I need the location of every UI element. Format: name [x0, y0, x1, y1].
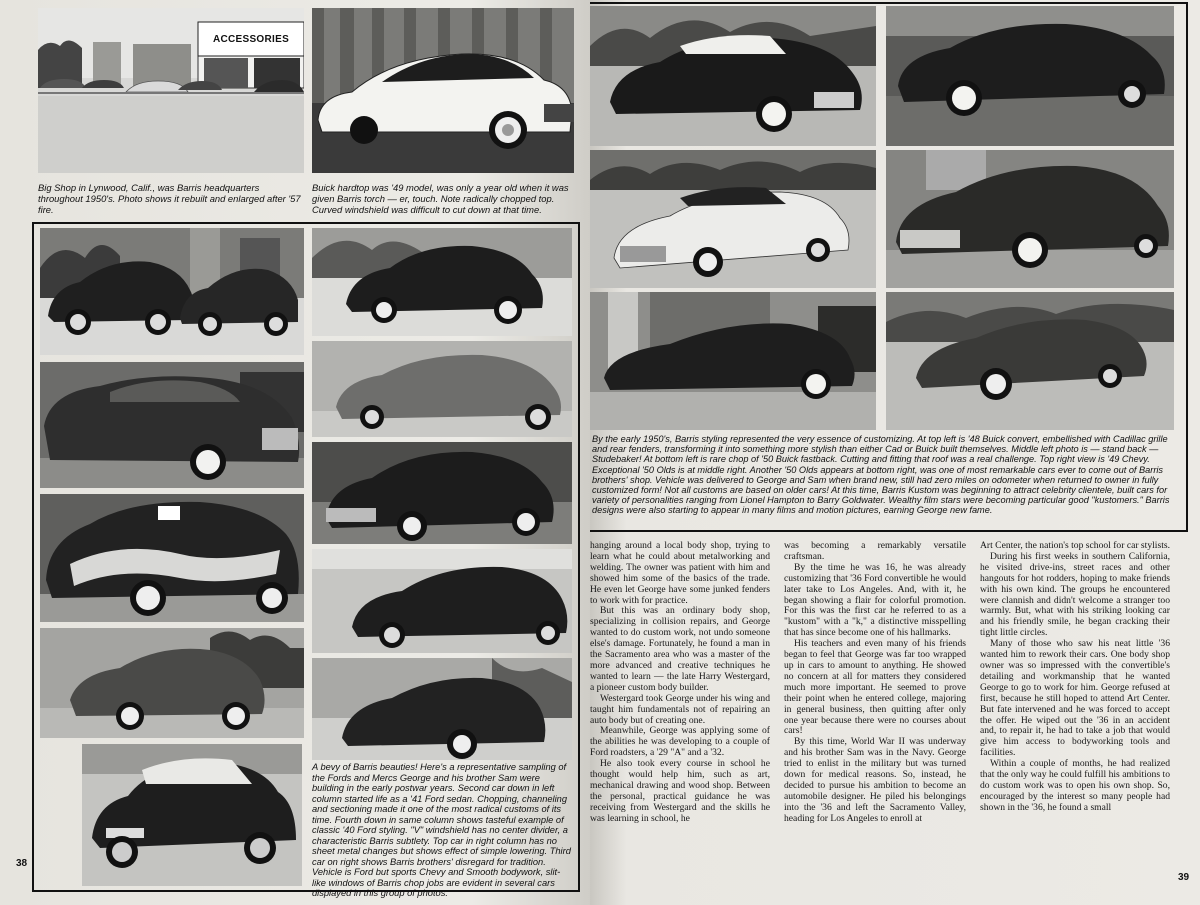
caption-buick-hardtop: Buick hardtop was '49 model, was only a year old when it was given Barris torch — er, touch. Note radically chopped top. Curved windshield was difficult to cut down at that time. [312, 182, 569, 215]
shop-sign-text: ACCESSORIES [212, 33, 290, 45]
page-number-left: 38 [16, 858, 28, 869]
paragraph: By the time he was 16, he was already customizing that '36 Ford convertible he would later take to Los Angeles. And, with it, he began showing a flair for colorful promotion. For this was the first car he referred to as a "kustom" with a "k," a distinctive misspelling that has since become one of his hallmarks. [784, 561, 966, 639]
paragraph: His teachers and even many of his friends began to feel that George was far too wrapped up in cars to amount to anything. He showed no concern at all for matters they considered much more important. He seemed to prove their point when he entered college, majoring in general business, then quitting after only one year because there were no courses about cars! [784, 638, 966, 737]
paragraph: Art Center, the nation's top school for car stylists. [980, 540, 1170, 551]
photo-ford-lowered [312, 228, 572, 336]
caption-big-shop: Big Shop in Lynwood, Calif., was Barris headquarters throughout 1950's. Photo shows it rebuilt and enlarged after '57 fire. [38, 182, 301, 215]
paragraph: By this time, World War II was underway and his brother Sam was in the Navy. George tried to enlist in the military but was turned down for medical reasons. So, instead, he decided to pursue his ambition to become an automobile designer. He piled his belongings into the '36 and left the Sacramento Valley, heading for Los Angeles to enroll at [784, 736, 966, 824]
page-number-right: 39 [1178, 872, 1190, 883]
photo-50-olds-bottom [886, 292, 1174, 430]
photo-barris-shop [38, 8, 304, 173]
photo-buick-hardtop [312, 8, 574, 173]
photo-40-ford-classic [40, 628, 304, 738]
paragraph: He also took every course in school he thought would help him, such as art, mechanical drawing and wood shop. Between the personal, practical guidance he was receiving from Westergard and the skills he was learning in school, he [590, 758, 770, 824]
photo-49-chevy [886, 6, 1174, 146]
photo-41-ford-chopped [40, 362, 304, 488]
shop-sign [198, 22, 304, 56]
paragraph: was becoming a remarkably versatile craftsman. [784, 540, 966, 562]
paragraph: hanging around a local body shop, trying to learn what he could about metalworking and welding. The owner was patient with him and showed him some of the basics of the trade. He even let George have some junked fenders to work with for practice. [590, 540, 770, 606]
body-column-2 [784, 541, 966, 825]
photo-merc-fastback [312, 658, 572, 760]
paragraph: But this was an ordinary body shop, specializing in collision repairs, and George wanted to do custom work, not undo someone else's damage. Fortunately, he found a man in the Sacramento area who was a master of the more advanced and creative techniques he wanted to learn — the late Harry Westergard, a pioneer custom body builder. [590, 605, 770, 693]
paragraph: During his first weeks in southern California, he visited drive-ins, street races and other hangouts for hot rodders, hoping to make friends with his own kind. The groups he encountered were clannish and didn't welcome a stranger too warmly. But, what with his striking looking car and his friendly smile, he began cracking their tight little circles. [980, 550, 1170, 639]
left-page [0, 0, 590, 905]
photo-merc-sedan [312, 341, 572, 437]
photo-two-fords [40, 228, 304, 355]
photo-ford-chevy-grille [312, 442, 572, 544]
photo-48-buick-convert [590, 6, 876, 146]
caption-early-1950s: By the early 1950's, Barris styling represented the very essence of customizing. At top left is '48 Buick convert, embellished with Cadillac grille and rear fenders, transforming it into something more stylish than either Cad or Buick built themselves. Middle left photo is — stand back — Studebaker! At bottom left is rare chop of '50 Buick fastback. Cutting and fitting that roof was a real challenge. Top right view is '49 Chevy. Exceptional '50 Olds is at middle right. Another '50 Olds appears at bottom right, was one of most remarkable cars ever to come out of Barris brothers' shop. Vehicle was delivered to George and Sam when brand new, still had zero miles on odometer when returned to owner in fully customized form! Not all customs are based on older cars! At this time, Barris Kustom was beginning to attract celebrity clientele, built cars for variety of personalities ranging from Lionel Hampton to Barry Goldwater. Wealthy film stars were becoming particular good "kustomers." Barris designs were also starting to appear in many films and motion pictures, earning George new fame. [592, 434, 1170, 516]
photo-50-buick-fastback [590, 292, 876, 430]
photo-50-olds-middle [886, 150, 1174, 288]
caption-bevy: A bevy of Barris beauties! Here's a representative sampling of the Fords and Mercs George and his brother Sam were building in the early postwar years. Second car down in left column started life as a '41 Ford sedan. Chopping, channeling and sectioning made it one of the most radical customs of its time. Fourth down in same column shows tasteful example of classic '40 Ford styling. "V" windshield has no center divider, a characteristic Barris subtlety. Top car in right column has no sheet metal changes but shows effect of simple lowering. Third car on right shows Barris brothers' disregard for tradition. Vehicle is Ford but sports Chevy and Smooth bodywork, slit-like windows of Barris chop jobs are evident in several cars displayed in this group of photos. [312, 762, 571, 898]
body-column-1 [590, 541, 770, 825]
photo-ford-chopped-sedan [312, 549, 572, 653]
paragraph: Westergard took George under his wing and taught him fundamentals not of repairing an auto body but of creating one. [590, 692, 770, 726]
photo-studebaker [590, 150, 876, 288]
photo-ford-sedan-scallops [40, 494, 304, 622]
paragraph: Within a couple of months, he had realized that the only way he could fulfill his ambitions to do custom work was to open his own shop. So, encouraged by the interest so many people had shown in the '36, he found a small [980, 758, 1170, 813]
paragraph: Many of those who saw his neat little '36 wanted him to rework their cars. One body shop owner was so impressed with the convertible's detailing and workmanship that he wanted George to go to work for him. George refused at first, because he still hoped to attend Art Center. But fate intervened and he was forced to accept the offer. He wiped out the '36 in an accident and, to repair it, he had to take a job that would give him access to bodyworking tools and facilities. [980, 638, 1170, 759]
body-column-3 [980, 541, 1170, 814]
photo-ford-convertible [82, 744, 302, 886]
paragraph: Meanwhile, George was applying some of the abilities he was developing to a couple of Ford roadsters, a '29 "A" and a '32. [590, 725, 770, 759]
